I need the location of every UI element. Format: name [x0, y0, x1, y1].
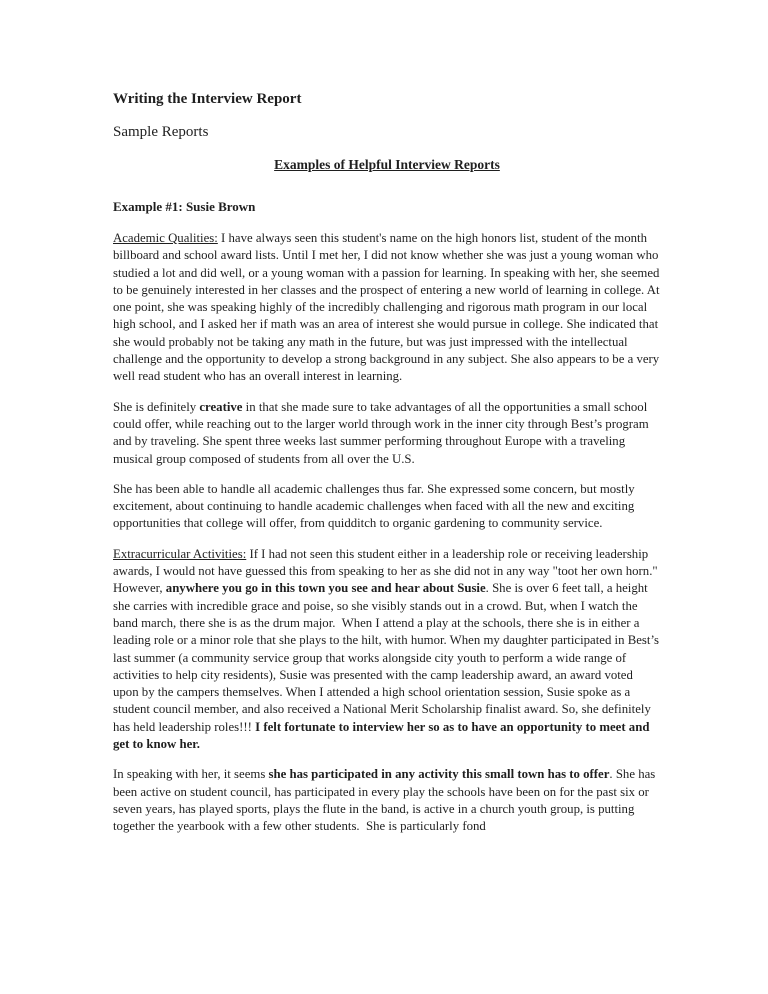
text-run: She is definitely: [113, 399, 200, 414]
paragraph: [113, 766, 661, 835]
text-run: . She has been active on student council, has participated in every play the schools have been on for the past six or seven years, has played sports, plays the flute in the band, is active in a church youth group, is putting together the yearbook with a few other students. She is particularly fond: [113, 767, 656, 834]
example-heading: Example #1: Susie Brown: [113, 199, 256, 214]
text-run: If I had not seen this student either in a leadership role or receiving leadership awards, I would not have guessed this from speaking to her as she did not in any way "toot her own horn." However,: [113, 546, 661, 596]
paragraph: [113, 399, 661, 468]
document-subtitle: Sample Reports: [113, 124, 209, 140]
section-heading: Examples of Helpful Interview Reports: [274, 157, 500, 172]
underlined-section-label: Academic Qualities:: [113, 231, 218, 245]
bold-text-run: anywhere you go in this town you see and hear about Susie: [165, 581, 486, 596]
text-run: In speaking with her, it seems: [113, 767, 269, 782]
paragraph: [113, 481, 661, 533]
bold-text-run: I felt fortunate to interview her so as to have an opportunity to meet and get to know her.: [113, 719, 650, 752]
bold-text-run: creative: [199, 399, 243, 414]
underlined-section-label: Extracurricular Activities:: [113, 546, 247, 561]
document-body: [113, 230, 661, 836]
text-run: . She is over 6 feet tall, a height she carries with incredible grace and poise, so she visibly stands out in a crowd. But, when I watch the band march, there she is as the drum major. When I attend a play at the schools, there she is in either a leading role or a minor role that she plays to the hilt, with humor. When my daughter participated in Best’s last summer (a community service group that works alongside city youth to perform a wide range of activities to help city residents), Susie was presented with the camp leadership award, an award voted upon by the campers themselves. When I attended a high school orientation session, Susie spoke as a student council member, and also received a National Merit Scholarship finalist award. So, she definitely has held leadership roles!!!: [113, 581, 659, 734]
document-title: Writing the Interview Report: [113, 91, 302, 107]
text-run: I have always seen this student's name on the high honors list, student of the month billboard and school award lists. Until I met her, I did not know whether she was just a young woman who studied a lot and did well, or a young woman with a passion for learning. In speaking with her, she seemed to be genuinely interested in her classes and the prospect of entering a new world of learning in college. At one point, she was speaking highly of the incredibly challenging and rigorous math program in our local high school, and I asked her if math was an area of interest she would pursue in college. She indicated that she would probably not be taking any math in the future, but was just impressed with the intellectual challenge and the opportunity to develop a strong background in any subject. She also appears to be a very well read student who has an overall interest in learning.: [113, 231, 660, 384]
paragraph: [113, 546, 661, 754]
paragraph: [113, 230, 661, 386]
text-run: She has been able to handle all academic challenges thus far. She expressed some concern, but mostly excitement, about continuing to handle academic challenges when faced with all the new and exciting opportunities that college will offer, from quidditch to organic gardening to community service.: [113, 481, 635, 531]
bold-text-run: she has participated in any activity this small town has to offer: [268, 767, 610, 782]
text-run: in that she made sure to take advantages of all the opportunities a small school could offer, while reaching out to the larger world through work in the inner city through Best’s program and by traveling. She spent three weeks last summer performing throughout Europe with a traveling musical group composed of students from all over the U.S.: [113, 399, 649, 466]
